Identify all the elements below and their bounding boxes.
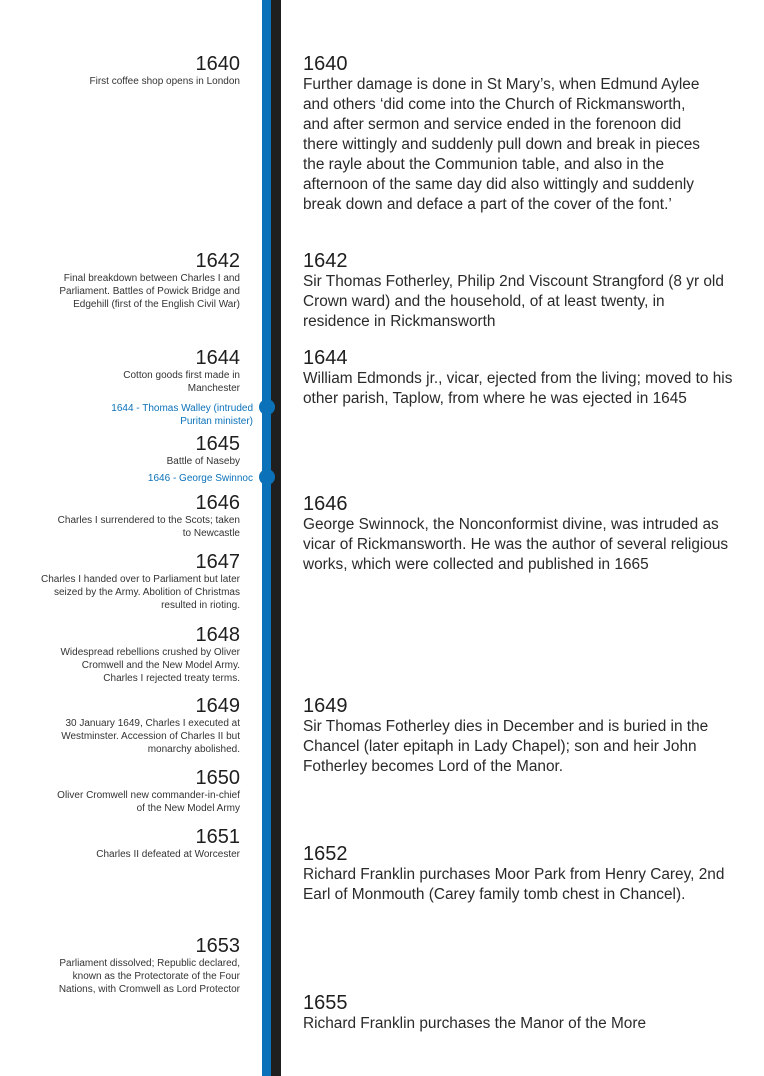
local-event-1652 <box>303 843 733 905</box>
event-text: William Edmonds jr., vicar, ejected from the living; moved to his other parish, Taplow, from where he was ejected in 1645 <box>303 370 733 407</box>
local-event-1640 <box>303 53 733 215</box>
event-year: 1642 <box>303 250 348 272</box>
timeline-note-swinnoc: 1646 - George Swinnoc <box>147 473 253 484</box>
event-text: Cotton goods first made in Manchester <box>123 370 240 394</box>
national-event-1640 <box>50 53 240 88</box>
event-text: 30 January 1649, Charles I executed at Westminster. Accession of Charles II but monarchy abolished. <box>61 718 240 755</box>
event-year: 1644 <box>195 347 240 369</box>
national-event-1644 <box>90 347 240 395</box>
timeline-bar-blue <box>262 0 271 1076</box>
national-event-1648 <box>55 624 240 685</box>
local-event-1644 <box>303 347 733 409</box>
event-year: 1646 <box>303 493 348 515</box>
event-year: 1651 <box>195 826 240 848</box>
event-text: Sir Thomas Fotherley dies in December and is buried in the Chancel (later epitaph in Lady Chapel); son and heir John Fotherley becomes Lord of the Manor. <box>303 718 709 775</box>
event-text: George Swinnock, the Nonconformist divine, was intruded as vicar of Rickmansworth. He was the author of several religious works, which were collected and published in 1665 <box>303 516 729 573</box>
event-text: Oliver Cromwell new commander-in-chief of the New Model Army <box>57 790 240 814</box>
national-event-1645 <box>90 433 240 468</box>
event-year: 1653 <box>195 935 240 957</box>
event-text: Widespread rebellions crushed by Oliver Cromwell and the New Model Army. Charles I rejected treaty terms. <box>60 647 240 684</box>
national-event-1650 <box>50 767 240 815</box>
event-year: 1650 <box>195 767 240 789</box>
event-text: Charles I surrendered to the Scots; taken to Newcastle <box>57 515 240 539</box>
event-text: Final breakdown between Charles I and Parliament. Battles of Powick Bridge and Edgehill (first of the English Civil War) <box>59 273 240 310</box>
national-event-1642 <box>45 250 240 311</box>
event-text: Battle of Naseby <box>166 456 240 467</box>
event-year: 1644 <box>303 347 348 369</box>
national-event-1646 <box>55 492 240 540</box>
event-year: 1648 <box>195 624 240 646</box>
event-year: 1647 <box>195 551 240 573</box>
event-year: 1652 <box>303 843 348 865</box>
event-text: First coffee shop opens in London <box>89 76 240 87</box>
event-text: Richard Franklin purchases Moor Park from Henry Carey, 2nd Earl of Monmouth (Carey family tomb chest in Chancel). <box>303 866 725 903</box>
event-text: Parliament dissolved; Republic declared, known as the Protectorate of the Four Nations, with Cromwell as Lord Protector <box>58 958 240 995</box>
timeline-bar-dark <box>271 0 281 1076</box>
event-text: Further damage is done in St Mary’s, when Edmund Aylee and others ‘did come into the Church of Rickmansworth, and after sermon and service ended in the forenoon did there wittingly and suddenly pull down and break in pieces the rayle about the Communion table, and also in the afternoon of the same day did also wittingly and suddenly break down and deface a part of the cover of the font.’ <box>303 76 700 213</box>
event-text: Charles II defeated at Worcester <box>96 849 240 860</box>
timeline-marker-dot <box>259 469 275 485</box>
timeline-marker-dot <box>259 399 275 415</box>
local-event-1642 <box>303 250 733 332</box>
event-text: Sir Thomas Fotherley, Philip 2nd Viscount Strangford (8 yr old Crown ward) and the household, of at least twenty, in residence in Rickmansworth <box>303 273 724 330</box>
national-event-1651 <box>50 826 240 861</box>
event-year: 1640 <box>303 53 348 75</box>
national-event-1647 <box>40 551 240 612</box>
local-event-1646 <box>303 493 733 575</box>
event-year: 1640 <box>195 53 240 75</box>
event-year: 1646 <box>195 492 240 514</box>
event-year: 1645 <box>195 433 240 455</box>
local-event-1649 <box>303 695 733 777</box>
event-year: 1649 <box>303 695 348 717</box>
event-year: 1649 <box>195 695 240 717</box>
national-event-1649 <box>45 695 240 756</box>
event-year: 1642 <box>195 250 240 272</box>
national-event-1653 <box>50 935 240 996</box>
event-text: Richard Franklin purchases the Manor of the More <box>303 1015 647 1032</box>
timeline-note-walley: 1644 - Thomas Walley (intruded Puritan minister) <box>111 403 253 427</box>
event-year: 1655 <box>303 992 348 1014</box>
local-event-1655 <box>303 992 733 1034</box>
event-text: Charles I handed over to Parliament but later seized by the Army. Abolition of Christmas resulted in rioting. <box>41 574 240 611</box>
